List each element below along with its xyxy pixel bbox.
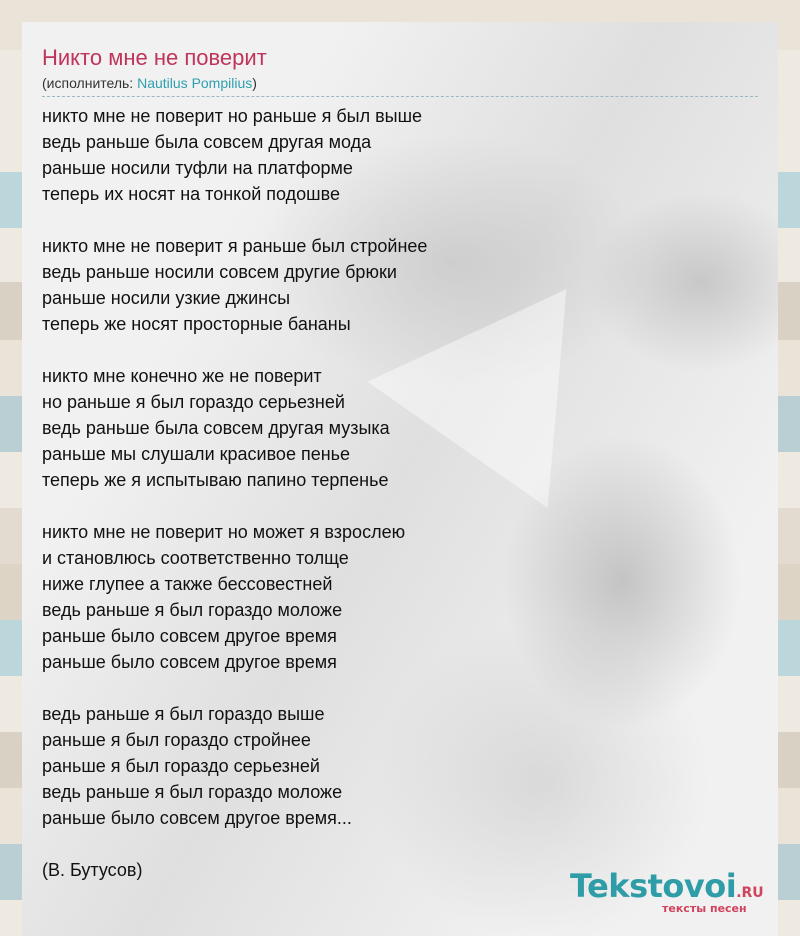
lyric-line: ведь раньше была совсем другая мода xyxy=(42,132,372,152)
song-title: Никто мне не поверит xyxy=(42,45,267,70)
lyric-line: ведь раньше я был гораздо выше xyxy=(42,704,325,724)
stanza xyxy=(42,103,758,207)
lyrics-author: (В. Бутусов) xyxy=(42,860,143,880)
lyrics-body xyxy=(42,103,758,883)
lyric-line: раньше я был гораздо стройнее xyxy=(42,730,311,750)
lyric-line: никто мне не поверит но раньше я был выше xyxy=(42,106,423,126)
lyric-line: раньше было совсем другое время xyxy=(42,626,337,646)
lyric-line: но раньше я был гораздо серьезней xyxy=(42,392,345,412)
lyric-line: ведь раньше была совсем другая музыка xyxy=(42,418,390,438)
stanza xyxy=(42,233,758,337)
lyric-line: теперь их носят на тонкой подошве xyxy=(42,184,340,204)
lyric-line: раньше мы слушали красивое пенье xyxy=(42,444,351,464)
lyric-line: ведь раньше носили совсем другие брюки xyxy=(42,262,397,282)
lyric-line: никто мне конечно же не поверит xyxy=(42,366,322,386)
stanza xyxy=(42,363,758,493)
lyric-line: теперь же носят просторные бананы xyxy=(42,314,351,334)
logo-tagline: тексты песен xyxy=(662,902,747,915)
lyrics-card xyxy=(22,22,778,936)
lyric-line: раньше было совсем другое время xyxy=(42,652,337,672)
stanza xyxy=(42,701,758,831)
artist-link[interactable]: Nautilus Pompilius xyxy=(137,75,253,91)
lyric-line: раньше носили туфли на платформе xyxy=(42,158,353,178)
lyric-line: раньше носили узкие джинсы xyxy=(42,288,291,308)
logo-wordmark: Tekstovoi xyxy=(570,867,737,905)
lyric-line: никто мне не поверит я раньше был стройнее xyxy=(42,236,428,256)
artist-suffix: ) xyxy=(252,75,257,91)
artist-line xyxy=(42,74,758,97)
lyric-line: никто мне не поверит но может я взрослею xyxy=(42,522,406,542)
stanza xyxy=(42,519,758,675)
lyric-line: теперь же я испытываю папино терпенье xyxy=(42,470,389,490)
lyric-line: и становлюсь соответственно толще xyxy=(42,548,349,568)
artist-prefix: (исполнитель: xyxy=(42,75,138,91)
lyric-line: ведь раньше я был гораздо моложе xyxy=(42,782,343,802)
lyric-line: ниже глупее а также бессовестней xyxy=(42,574,333,594)
lyric-line: раньше я был гораздо серьезней xyxy=(42,756,320,776)
logo-tld: .RU xyxy=(736,885,764,901)
lyric-line: ведь раньше я был гораздо моложе xyxy=(42,600,343,620)
lyric-line: раньше было совсем другое время... xyxy=(42,808,352,828)
lyrics-content xyxy=(42,44,758,883)
site-logo[interactable] xyxy=(570,868,778,914)
